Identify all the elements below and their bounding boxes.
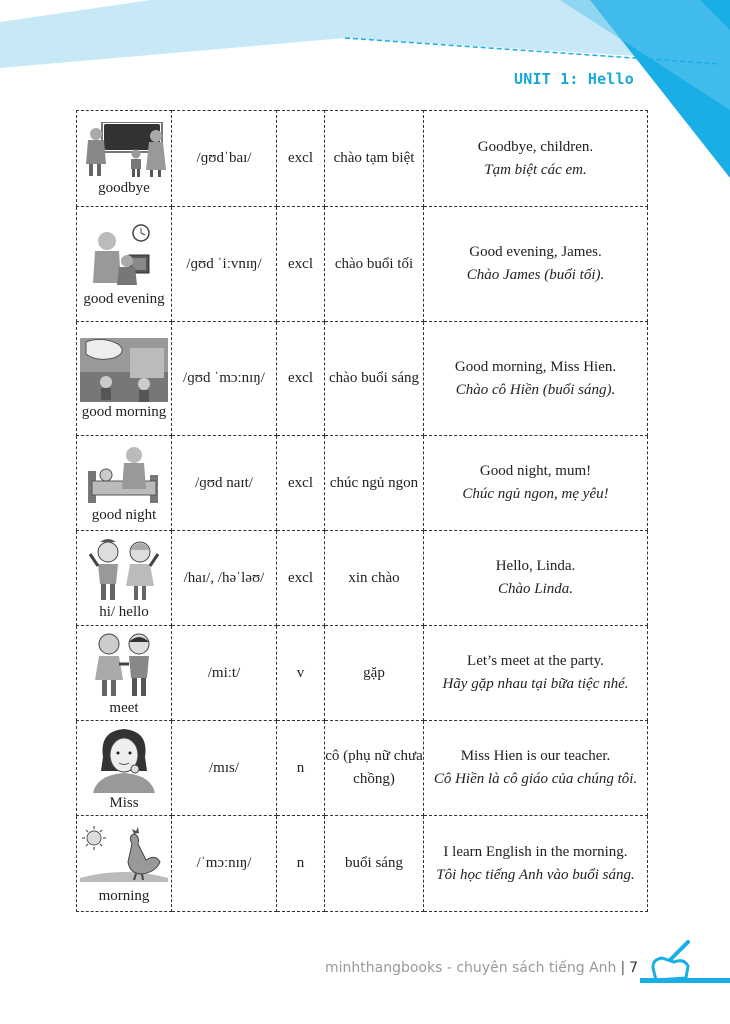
meaning: chúc ngủ ngon: [325, 436, 424, 531]
example-cell: [424, 436, 648, 531]
example-vietnamese: Chúc ngủ ngon, mẹ yêu!: [462, 486, 609, 502]
example-cell: [424, 207, 648, 322]
example-cell: [424, 531, 648, 626]
example-english: Goodbye, children.: [477, 138, 594, 155]
table-row: [77, 207, 648, 322]
example-vietnamese: Chào cô Hiền (buổi sáng).: [455, 381, 616, 398]
page-number: 7: [629, 960, 639, 976]
vocab-word: goodbye: [98, 180, 150, 196]
vocab-word: morning: [98, 888, 150, 904]
meaning: buổi sáng: [325, 816, 424, 912]
example-english: Miss Hien is our teacher.: [460, 748, 611, 764]
vocabulary-table: [76, 110, 648, 912]
meaning: chào buổi tối: [325, 207, 424, 322]
part-of-speech: excl: [277, 531, 325, 626]
picture-cell: [77, 322, 172, 436]
example-cell: [424, 322, 648, 436]
table-row: [77, 626, 648, 721]
picture-cell: [77, 626, 172, 721]
picture-cell: [77, 721, 172, 816]
pronunciation: /ɡʊd naɪt/: [172, 436, 277, 531]
vocab-word: meet: [109, 699, 139, 716]
table-row: [77, 436, 648, 531]
table-row: [77, 111, 648, 207]
part-of-speech: n: [277, 721, 325, 816]
page-footer: [325, 960, 638, 976]
example-english: Let’s meet at the party.: [467, 653, 604, 669]
meaning: gặp: [325, 626, 424, 721]
example-english: Hello, Linda.: [495, 558, 576, 574]
picture-cell: [77, 816, 172, 912]
kids-handshake-picture: [91, 632, 157, 698]
part-of-speech: excl: [277, 436, 325, 531]
rooster-sunrise-picture: [80, 824, 168, 886]
pronunciation: /miːt/: [172, 626, 277, 721]
table-row: [77, 816, 648, 912]
unit-title: UNIT 1: Hello: [514, 70, 634, 88]
meaning: xin chào: [325, 531, 424, 626]
part-of-speech: v: [277, 626, 325, 721]
footer-separator: |: [620, 960, 626, 976]
meaning: cô (phụ nữ chưa chồng): [325, 721, 424, 816]
example-english: I learn English in the morning.: [443, 843, 628, 860]
example-english: Good morning, Miss Hien.: [454, 358, 617, 375]
pronunciation: /haɪ/, /həˈləʊ/: [172, 531, 277, 626]
example-english: Good evening, James.: [469, 244, 602, 260]
meaning: chào tạm biệt: [325, 111, 424, 207]
pronunciation: /ˈmɔːnɪŋ/: [172, 816, 277, 912]
vocab-word: good evening: [83, 290, 165, 307]
part-of-speech: excl: [277, 322, 325, 436]
example-cell: [424, 721, 648, 816]
pronunciation: /mɪs/: [172, 721, 277, 816]
kids-waving-picture: [88, 538, 160, 602]
example-vietnamese: Tôi học tiếng Anh vào buổi sáng.: [436, 866, 635, 883]
example-vietnamese: Cô Hiền là cô giáo của chúng tôi.: [433, 771, 638, 787]
picture-cell: [77, 207, 172, 322]
pronunciation: /ɡʊdˈbaɪ/: [172, 111, 277, 207]
example-english: Good night, mum!: [479, 463, 592, 479]
pronunciation: /ɡʊd ˈmɔːnɪŋ/: [172, 322, 277, 436]
example-cell: [424, 111, 648, 207]
part-of-speech: excl: [277, 207, 325, 322]
example-cell: [424, 816, 648, 912]
vocab-word: good morning: [81, 404, 167, 420]
part-of-speech: n: [277, 816, 325, 912]
classroom-goodbye-picture: [82, 122, 166, 178]
table-row: [77, 721, 648, 816]
writing-hand-icon: [640, 938, 730, 986]
example-vietnamese: Hãy gặp nhau tại bữa tiệc nhé.: [442, 676, 629, 692]
example-cell: [424, 626, 648, 721]
family-evening-picture: [89, 223, 159, 289]
part-of-speech: excl: [277, 111, 325, 207]
vocab-word: hi/ hello: [99, 603, 149, 620]
picture-cell: [77, 531, 172, 626]
example-vietnamese: Chào James (buổi tối).: [466, 267, 605, 283]
table-row: [77, 322, 648, 436]
example-vietnamese: Chào Linda.: [497, 581, 573, 597]
example-vietnamese: Tạm biệt các em.: [484, 161, 587, 178]
publisher-text: minhthangbooks - chuyên sách tiếng Anh: [325, 960, 617, 976]
vocab-word: good night: [91, 506, 157, 523]
picture-cell: [77, 436, 172, 531]
bedtime-picture: [84, 445, 164, 505]
table-row: [77, 531, 648, 626]
woman-portrait-picture: [89, 727, 159, 793]
meaning: chào buổi sáng: [325, 322, 424, 436]
picture-cell: [77, 111, 172, 207]
vocab-word: Miss: [109, 794, 139, 811]
good-morning-banner-picture: [80, 338, 168, 402]
pronunciation: /ɡʊd ˈiːvnɪŋ/: [172, 207, 277, 322]
